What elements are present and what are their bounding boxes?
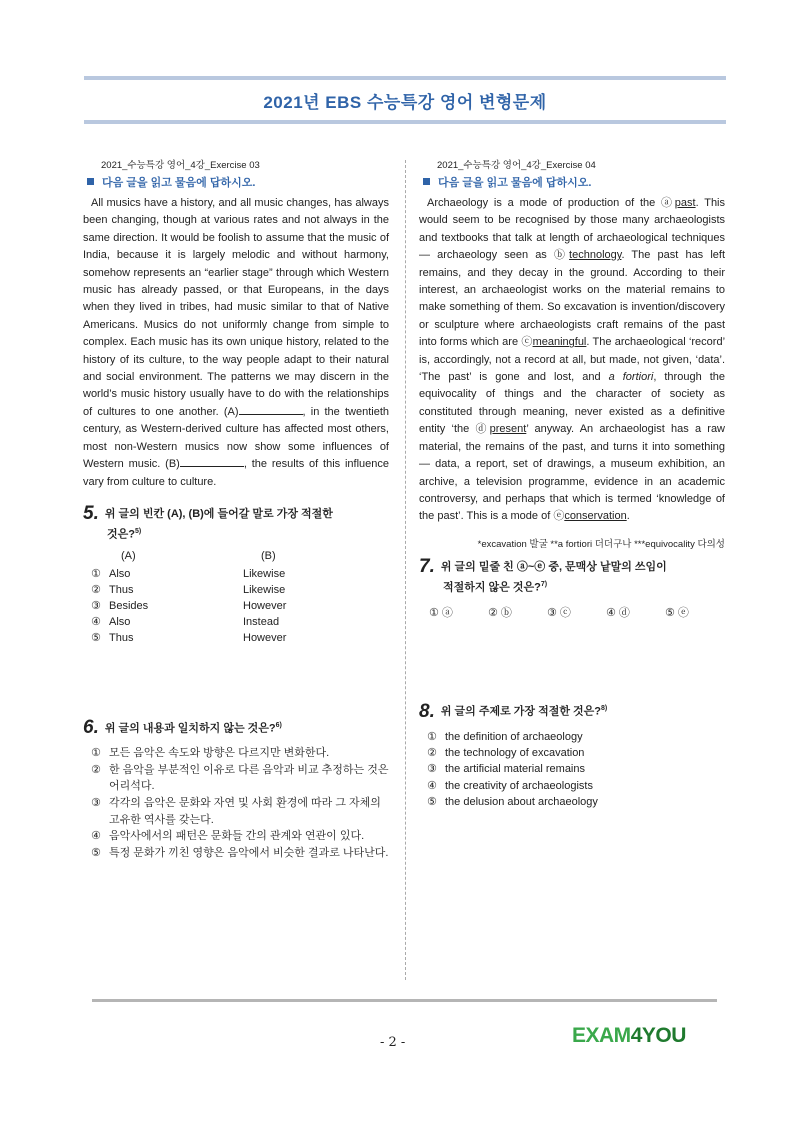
option-a: Also (109, 616, 131, 629)
q6-option[interactable] (83, 762, 389, 795)
q5-option[interactable] (83, 614, 389, 630)
underlined-word-a: past (674, 197, 696, 209)
q7-option[interactable]: ④ ⓓ (606, 607, 630, 620)
instruction (419, 174, 725, 190)
passage-text: . This would seem to be recognised by those many archaeologists and textbooks that talk at length of archaeological techniques — archaeology seen as (419, 197, 726, 262)
option-text: the delusion about archaeology (445, 795, 598, 808)
head-b: (B) (261, 549, 276, 562)
option-a: Also (109, 567, 131, 580)
option-a: Thus (109, 583, 134, 596)
logo-part-1: EXAM (572, 1024, 631, 1047)
option-number: ② (91, 763, 101, 776)
header-top-rule (84, 76, 726, 80)
blank-a (239, 404, 303, 415)
question-number: 8. (419, 701, 435, 723)
option-number: ③ (91, 599, 101, 612)
option-text: the definition of archaeology (445, 731, 583, 744)
question-text-cont: 것은? (107, 528, 135, 541)
underlined-word-c: meaningful (532, 336, 587, 349)
option-number: ② (427, 747, 437, 760)
q5-option[interactable] (83, 630, 389, 646)
question-number: 6. (83, 717, 99, 739)
passage-text: . The archaeological ‘record’ is, accordingly, not a record at all, but made, not given, ‘data’. ‘The past’ is gone and lost, and (419, 336, 726, 384)
exercise-source: 2021_수능특강 영어_4강_Exercise 04 (437, 160, 596, 171)
option-number: ③ (427, 763, 437, 776)
question-5 (83, 502, 389, 544)
question-text: 위 글의 내용과 일치하지 않는 것은? (104, 722, 276, 735)
underlined-word-e: conservation (564, 510, 627, 523)
option-b: However (243, 632, 287, 645)
q8-options (419, 729, 725, 810)
q8-option[interactable] (419, 729, 725, 745)
option-b: Likewise (243, 567, 286, 580)
underlined-word-b: technology (569, 249, 622, 262)
q5-option[interactable] (83, 598, 389, 614)
italic-phrase: a fortiori (608, 371, 654, 384)
passage-part-2: , in the twentieth century, as Western-derived culture has affected most others, most non-Western musics now show some influences of Western music. (B) (83, 405, 389, 471)
marker-e: ⓔ (553, 510, 565, 523)
square-bullet-icon (87, 178, 94, 185)
page-title: 2021년 EBS 수능특강 영어 변형문제 (263, 93, 547, 112)
q8-option[interactable] (419, 778, 725, 794)
option-text: the artificial material remains (445, 763, 585, 776)
square-bullet-icon (423, 178, 430, 185)
question-text: 위 글의 빈칸 (A), (B)에 들어갈 말로 가장 적절한 (104, 507, 333, 520)
left-column (83, 160, 389, 861)
passage-text: ’ anyway. An archaeologist has a raw material, the remains of the past, and turns it into something — data, a report, set of drawings, a museum exhibition, an archive, a television programme, evidence in an academic controversy, and perhaps that which is termed ‘knowledge of the past’. This is a mode of (419, 423, 726, 523)
q8-option[interactable] (419, 794, 725, 810)
column-divider (405, 160, 406, 980)
passage-part-1: All musics have a history, and all music changes, has always been changing, though at various rates and not always in the same direction. It would be foolish to assume that the music of India, because it is largely melodic and without harmony, somehow represents an “earlier stage” through which Western music has already passed, or that Europeans, in the days when they lived in tribes, had music similar to that of Native Americans. Musics do not uniformly change from simple to complex. Each music has its own unique history, related to the history of its culture, to the way people adapt to their natural and social environment. The patterns we may discern in the world’s music history usually have to do with the relationships of cultures to one another. (A) (83, 197, 389, 418)
option-text: 한 음악을 부분적인 이유로 다른 음악과 비교 추정하는 것은 어리석다. (109, 763, 389, 793)
q8-option[interactable] (419, 761, 725, 777)
q6-option[interactable] (83, 828, 389, 845)
question-6 (83, 717, 389, 738)
q7-options (429, 604, 725, 620)
q8-option[interactable] (419, 745, 725, 761)
option-text: the creativity of archaeologists (445, 779, 593, 792)
q6-options (83, 745, 389, 861)
option-text: 음악사에서의 패턴은 문화들 간의 관계와 연관이 있다. (109, 830, 365, 843)
question-8 (419, 700, 725, 721)
option-b: Instead (243, 616, 280, 629)
option-number: ① (91, 567, 101, 580)
passage (419, 195, 725, 526)
blank-b (180, 456, 244, 467)
logo-part-2: 4YOU (630, 1024, 686, 1047)
option-number: ⑤ (427, 795, 437, 808)
option-text: 모든 음악은 속도와 방향은 다르지만 변화한다. (109, 747, 330, 760)
q7-option[interactable]: ③ ⓒ (547, 607, 571, 620)
footer-rule (92, 999, 717, 1002)
marker-c: ⓒ (521, 336, 533, 349)
underlined-word-d: present (489, 423, 527, 436)
option-number: ① (91, 747, 101, 760)
instruction-text: 다음 글을 읽고 물음에 답하시오. (438, 177, 592, 189)
passage-text: Archaeology is a mode of production of the (427, 197, 662, 209)
option-number: ④ (91, 616, 101, 629)
option-text: 특정 문화가 끼친 영향은 음악에서 비슷한 결과로 나타난다. (109, 846, 389, 859)
question-text-cont: 적절하지 않은 것은? (443, 581, 541, 594)
question-number: 7. (419, 555, 435, 577)
answer-table-head (83, 550, 389, 566)
option-a: Thus (109, 632, 134, 645)
passage (83, 195, 389, 491)
passage-text: . (626, 510, 630, 523)
option-text: the technology of excavation (445, 747, 585, 760)
option-text: 각각의 음악은 문화와 자연 및 사회 환경에 따라 그 자체의 고유한 역사를 갖는다. (109, 796, 381, 826)
option-number: ① (427, 731, 437, 744)
instruction (83, 174, 389, 190)
question-number: 5. (83, 502, 99, 524)
q7-option[interactable]: ⑤ ⓔ (665, 607, 689, 620)
passage-text: . The past has left remains, and they decay in the ground. According to their interest, an archaeologist works on the material remains to make something of them. So excavation is invention/discovery or sculpture where archaeologists craft remains of the past into forms which are (419, 249, 725, 349)
question-7 (419, 555, 725, 597)
header-bottom-rule (84, 120, 726, 124)
option-number: ② (91, 583, 101, 596)
footnote-mark: 5) (134, 527, 142, 535)
q5-option[interactable] (83, 566, 389, 582)
option-b: However (243, 599, 287, 612)
q7-option[interactable]: ① ⓐ (429, 607, 453, 620)
q5-options (83, 566, 389, 647)
option-a: Besides (109, 599, 149, 612)
option-number: ⑤ (91, 846, 101, 859)
option-number: ③ (91, 796, 101, 809)
question-text: 위 글의 주제로 가장 적절한 것은? (440, 706, 601, 719)
option-number: ⑤ (91, 632, 101, 645)
footnote-mark: 8) (601, 705, 608, 713)
q6-option[interactable] (83, 845, 389, 862)
q6-option[interactable] (83, 795, 389, 828)
footnote-mark: 7) (540, 580, 548, 588)
question-text: 위 글의 밑줄 친 ⓐ~ⓔ 중, 문맥상 낱말의 쓰임이 (440, 560, 667, 573)
q6-option[interactable] (83, 745, 389, 762)
head-a: (A) (121, 549, 136, 562)
passage-text: , through the equivocality of things and the character of society as constituted through meaning, never existed as a definitive entity ‘the (419, 371, 725, 436)
right-column (419, 160, 725, 810)
exercise-source: 2021_수능특강 영어_4강_Exercise 03 (101, 160, 260, 171)
q5-option[interactable] (83, 582, 389, 598)
marker-d: ⓓ (475, 423, 490, 436)
vocabulary-note: *excavation 발굴 **a fortiori 더더구나 ***equivocality 다의성 (477, 538, 725, 550)
q7-option[interactable]: ② ⓑ (488, 607, 512, 620)
footnote-mark: 6) (275, 721, 282, 729)
page-number: - 2 - (380, 1035, 406, 1050)
passage-part-3: , the results of this influence vary from culture to culture. (83, 458, 390, 488)
option-b: Likewise (243, 583, 286, 596)
exam4you-logo (572, 1024, 686, 1048)
option-number: ④ (91, 830, 101, 843)
instruction-text: 다음 글을 읽고 물음에 답하시오. (102, 177, 256, 189)
marker-a: ⓐ (661, 197, 675, 209)
option-number: ④ (427, 779, 437, 792)
marker-b: ⓑ (553, 249, 570, 262)
